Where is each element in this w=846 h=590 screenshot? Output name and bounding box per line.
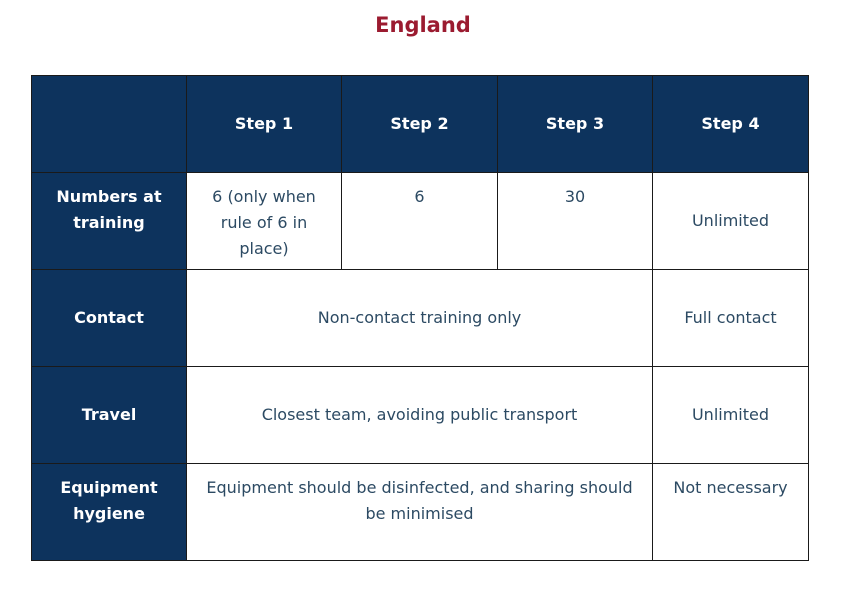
cell-travel-steps-1-3: Closest team, avoiding public transport: [187, 367, 653, 464]
row-header-equipment-hygiene: Equipment hygiene: [32, 464, 187, 561]
column-header-step-1: Step 1: [187, 76, 342, 173]
cell-numbers-step-2: 6: [342, 173, 498, 270]
cell-contact-steps-1-3: Non-contact training only: [187, 270, 653, 367]
table-row-travel: [32, 367, 809, 464]
cell-numbers-step-4: Unlimited: [653, 173, 809, 270]
header-corner-cell: [32, 76, 187, 173]
row-header-travel: Travel: [32, 367, 187, 464]
rules-table: [31, 75, 809, 561]
row-header-contact: Contact: [32, 270, 187, 367]
cell-contact-step-4: Full contact: [653, 270, 809, 367]
cell-numbers-step-1: 6 (only when rule of 6 in place): [187, 173, 342, 270]
table-row-contact: [32, 270, 809, 367]
cell-numbers-step-3: 30: [498, 173, 653, 270]
cell-travel-step-4: Unlimited: [653, 367, 809, 464]
column-header-step-4: Step 4: [653, 76, 809, 173]
row-header-numbers-at-training: Numbers at training: [32, 173, 187, 270]
page-title: England: [375, 13, 471, 37]
table-header-row: [32, 76, 809, 173]
table-row-equipment-hygiene: [32, 464, 809, 561]
cell-equipment-steps-1-3: Equipment should be disinfected, and sharing should be minimised: [187, 464, 653, 561]
table-row-numbers-at-training: [32, 173, 809, 270]
cell-equipment-step-4: Not necessary: [653, 464, 809, 561]
column-header-step-2: Step 2: [342, 76, 498, 173]
column-header-step-3: Step 3: [498, 76, 653, 173]
